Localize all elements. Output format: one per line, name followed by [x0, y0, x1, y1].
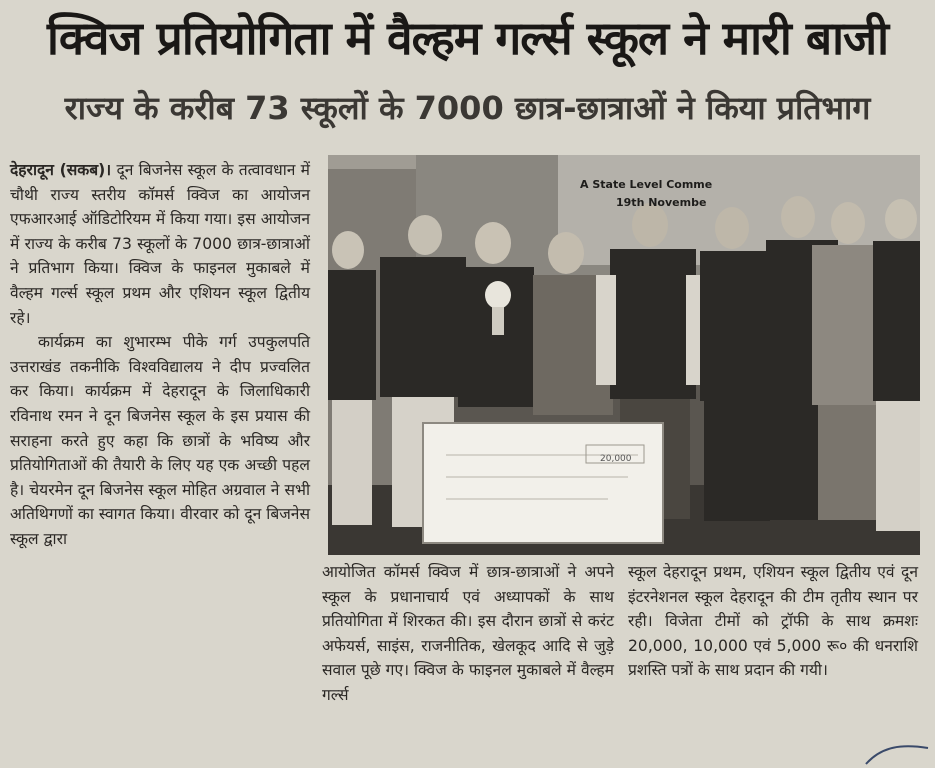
paragraph-1-text: दून बिजनेस स्कूल के तत्वावधान में चौथी राज्य स्तरीय कॉमर्स क्विज का आयोजन एफआरआई ऑडिटोरियम में किया गया। इस आयोजन में राज्य के करीब 73 स्कूलों के 7000 छात्र-छात्राओं ने प्रतिभाग किया। क्विज के फाइनल मुकाबले में वैल्हम गर्ल्स स्कूल प्रथम और एशियन स्कूल द्वितीय रहे। [10, 161, 310, 327]
paragraph-4: स्कूल देहरादून प्रथम, एशियन स्कूल द्वितीय एवं दून इंटरनेशनल स्कूल देहरादून की टीम तृतीय स्थान पर रही। विजेता टीमों को ट्रॉफी के साथ क्रमशः 20,000, 10,000 एवं 5,000 रू० की धनराशि प्रशस्ति पत्रों के साथ प्रदान की गयी। [628, 563, 918, 680]
banner-text-line-1: A State Level Comme [580, 178, 713, 191]
article-subheadline: राज्य के करीब 73 स्कूलों के 7000 छात्र-छात्राओं ने किया प्रतिभाग [64, 89, 871, 127]
banner-text-line-2: 19th Novembe [616, 196, 707, 209]
article-headline: क्विज प्रतियोगिता में वैल्हम गर्ल्स स्कूल ने मारी बाजी [46, 11, 889, 65]
photo-illustration [328, 155, 920, 555]
dateline: देहरादून (सकब)। [10, 161, 112, 179]
column-1 [10, 158, 310, 552]
paragraph-3: आयोजित कॉमर्स क्विज में छात्र-छात्राओं ने अपने स्कूल के प्रधानाचार्य एवं अध्यापकों के साथ प्रतियोगिता में शिरकत की। इस दौरान छात्रों से करंट अफेयर्स, साइंस, राजनीतिक, खेलकूद आदि से जुड़े सवाल पूछे गए। क्विज के फाइनल मुकाबले में वैल्हम गर्ल्स [322, 563, 614, 704]
column-3 [628, 560, 918, 683]
event-photo [328, 155, 920, 555]
paragraph-2: कार्यक्रम का शुभारम्भ पीके गर्ग उपकुलपति उत्तराखंड तकनीकि विश्वविद्यालय ने दीप प्रज्वलित कर किया। कार्यक्रम में देहरादून के जिलाधिकारी रविनाथ रमन ने दून बिजनेस स्कूल के इस प्रयास की सराहना करते हुए कहा कि छात्रों के भविष्य और प्रतियोगिताओं की तैयारी के लिए यह एक अच्छी पहल है। चेयरमेन दून बिजनेस स्कूल मोहित अग्रवाल ने सभी अतिथिगणों का स्वागत किया। वीरवार को दून बिजनेस स्कूल द्वारा [10, 333, 310, 548]
column-2 [322, 560, 614, 708]
paragraph-1 [10, 158, 310, 330]
pen-mark-icon [862, 742, 932, 768]
cheque-amount: 20,000 [600, 454, 632, 464]
